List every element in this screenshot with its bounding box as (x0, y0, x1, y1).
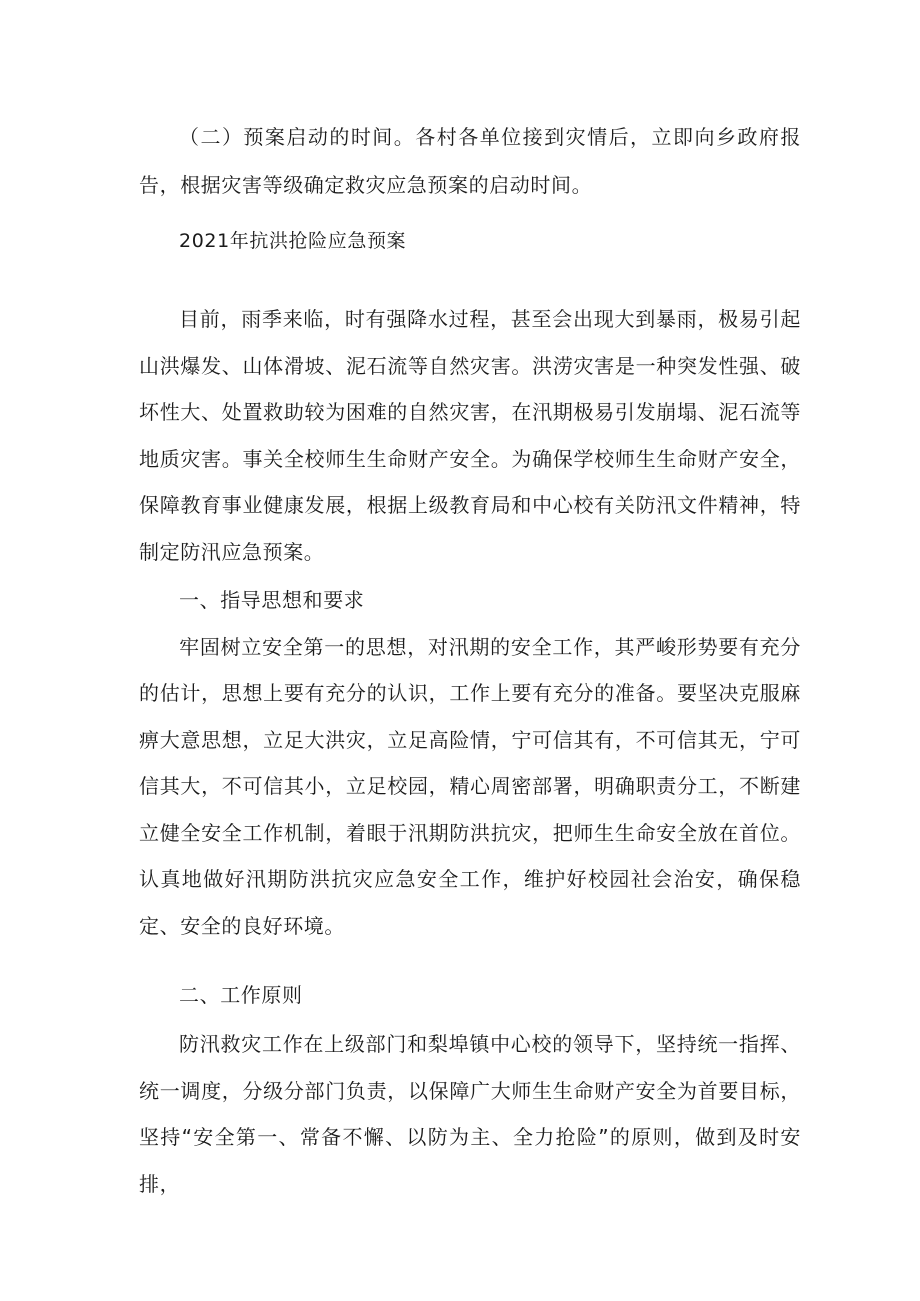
paragraph-guiding-ideology-text: 牢固树立安全第一的思想，对汛期的安全工作，其严峻形势要有充分的估计，思想上要有充分的认识，工作上要有充分的准备。要坚决克服麻痹大意思想，立足大洪灾，立足高险情，宁可信其有，不可信其无，宁可信其大，不可信其小，立足校园，精心周密部署，明确职责分工，不断建立健全安全工作机制，着眼于汛期防洪抗灾，把师生生命安全放在首位。认真地做好汛期防洪抗灾应急安全工作，维护好校园社会治安，确保稳定、安全的良好环境。 (139, 634, 801, 938)
section-heading-work-principles: 二、工作原则 (179, 983, 303, 1007)
paragraph-work-principles: 防汛救灾工作在上级部门和梨埠镇中心校的领导下，坚持统一指挥、统一调度，分级分部门负责，以保障广大师生生命财产安全为首要目标，坚持“安全第一、常备不懈、以防为主、全力抢险”的原则，做到及时安排， (139, 1032, 801, 1196)
section-heading-guiding-ideology-line: 一、指导思想和要求 (179, 588, 365, 612)
paragraph-startup-time: （二）预案启动的时间。各村各单位接到灾情后，立即向乡政府报告，根据灾害等级确定救灾应急预案的启动时间。 (139, 125, 801, 197)
paragraph-guiding-ideology (139, 577, 801, 949)
document-title: 2021年抗洪抢险应急预案 (179, 230, 407, 252)
paragraph-introduction: 目前，雨季来临，时有强降水过程，甚至会出现大到暴雨，极易引起山洪爆发、山体滑坡、泥石流等自然灾害。洪涝灾害是一种突发性强、破坏性大、处置救助较为困难的自然灾害，在汛期极易引发崩塌、泥石流等地质灾害。事关全校师生生命财产安全。为确保学校师生生命财产安全，保障教育事业健康发展，根据上级教育局和中心校有关防汛文件精神，特制定防汛应急预案。 (139, 307, 801, 564)
